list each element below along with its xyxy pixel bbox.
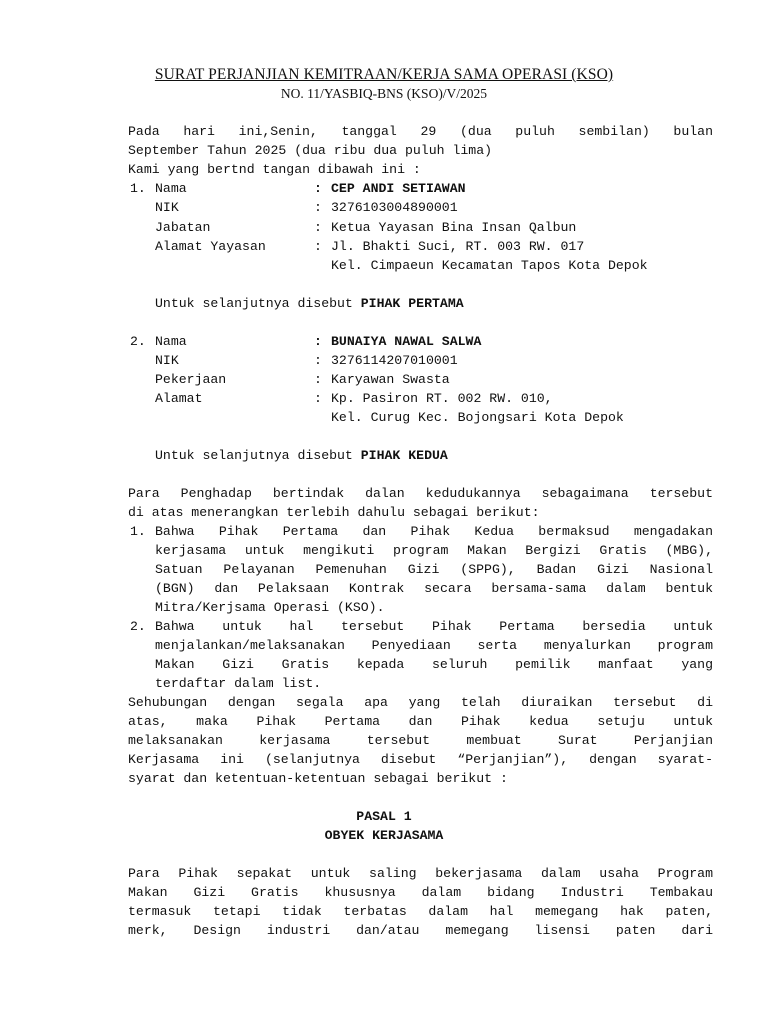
recital-intro-line-2: di atas menerangkan terlebih dahulu sebagai berikut:: [128, 505, 540, 520]
party-1-name-label: Nama: [155, 181, 187, 196]
party-2-address-line-2: Kel. Curug Kec. Bojongsari Kota Depok: [331, 410, 624, 425]
pasal-1-line-4: merk, Design industri dan/atau memegang lisensi paten dari: [128, 923, 713, 938]
party-1-name-value: CEP ANDI SETIAWAN: [331, 181, 466, 196]
party-1-role-colon: :: [314, 220, 322, 235]
party-2-role-value: Karyawan Swasta: [331, 372, 450, 387]
party-1-nik-label: NIK: [155, 200, 179, 215]
party-2-number: 2.: [130, 334, 146, 349]
party-2-address-line-1: Kp. Pasiron RT. 002 RW. 010,: [331, 391, 553, 406]
party-1-designation-term: PIHAK PERTAMA: [360, 296, 464, 311]
recital-item-1-line-2: kerjasama untuk mengikuti program Makan Bergizi Gratis (MBG),: [155, 543, 713, 558]
recital-item-2-number: 2.: [130, 619, 146, 634]
pasal-1-heading: PASAL 1: [356, 809, 412, 824]
recital-item-2-line-4: terdaftar dalam list.: [155, 676, 322, 691]
recital-item-1-number: 1.: [130, 524, 146, 539]
recital-item-2-line-1: Bahwa untuk hal tersebut Pihak Pertama bersedia untuk: [155, 619, 713, 634]
party-2-name-label: Nama: [155, 334, 187, 349]
party-1-designation-prefix: Untuk selanjutnya disebut: [155, 296, 361, 311]
recital-closing-line-2: atas, maka Pihak Pertama dan Pihak kedua setuju untuk: [128, 714, 713, 729]
opening-line-3: Kami yang bertnd tangan dibawah ini :: [128, 162, 421, 177]
party-2-nik-value: 3276114207010001: [331, 353, 458, 368]
party-2-address-label: Alamat: [155, 391, 203, 406]
party-2-designation-term: PIHAK KEDUA: [360, 448, 448, 463]
pasal-1-line-1: Para Pihak sepakat untuk saling bekerjasama dalam usaha Program: [128, 866, 713, 881]
party-1-address-colon: :: [314, 239, 322, 254]
party-2-name-value: BUNAIYA NAWAL SALWA: [331, 334, 482, 349]
recital-closing-line-1: Sehubungan dengan segala apa yang telah diuraikan tersebut di: [128, 695, 713, 710]
party-2-name-colon: :: [314, 334, 322, 349]
document-title: SURAT PERJANJIAN KEMITRAAN/KERJA SAMA OPERASI (KSO): [154, 66, 614, 83]
party-2-role-label: Pekerjaan: [155, 372, 227, 387]
recital-item-2-line-3: Makan Gizi Gratis kepada seluruh pemilik manfaat yang: [155, 657, 713, 672]
recital-closing-line-5: syarat dan ketentuan-ketentuan sebagai berikut :: [128, 771, 508, 786]
recital-item-1-line-3: Satuan Pelayanan Pemenuhan Gizi (SPPG), Badan Gizi Nasional: [155, 562, 713, 577]
party-1-designation: [155, 294, 464, 313]
party-2-nik-colon: :: [314, 353, 322, 368]
pasal-1-line-3: termasuk tetapi tidak terbatas dalam hal memegang hak paten,: [128, 904, 713, 919]
party-1-name-colon: :: [314, 181, 322, 196]
party-1-nik-value: 3276103004890001: [331, 200, 458, 215]
party-2-nik-label: NIK: [155, 353, 179, 368]
recital-closing-line-3: melaksanakan kerjasama tersebut membuat Surat Perjanjian: [128, 733, 713, 748]
recital-item-1-line-5: Mitra/Kerjsama Operasi (KSO).: [155, 600, 385, 615]
opening-line-1: Pada hari ini,Senin, tanggal 29 (dua puluh sembilan) bulan: [128, 124, 713, 139]
pasal-1-subheading: OBYEK KERJASAMA: [324, 828, 444, 843]
recital-closing-line-4: Kerjasama ini (selanjutnya disebut “Perjanjian”), dengan syarat-: [128, 752, 713, 767]
party-1-number: 1.: [130, 181, 146, 196]
pasal-1-line-2: Makan Gizi Gratis khususnya dalam bidang Industri Tembakau: [128, 885, 713, 900]
party-1-nik-colon: :: [314, 200, 322, 215]
opening-line-2: September Tahun 2025 (dua ribu dua puluh lima): [128, 143, 493, 158]
party-2-role-colon: :: [314, 372, 322, 387]
recital-item-1-line-4: (BGN) dan Pelaksaan Kontrak secara bersama-sama dalam bentuk: [155, 581, 713, 596]
recital-item-2-line-2: menjalankan/melaksanakan Penyediaan serta menyalurkan program: [155, 638, 713, 653]
party-1-address-label: Alamat Yayasan: [155, 239, 266, 254]
party-2-designation-prefix: Untuk selanjutnya disebut: [155, 448, 361, 463]
party-1-address-line-1: Jl. Bhakti Suci, RT. 003 RW. 017: [331, 239, 585, 254]
party-1-role-label: Jabatan: [155, 220, 211, 235]
document-number: NO. 11/YASBIQ-BNS (KSO)/V/2025: [280, 86, 488, 101]
recital-item-1-line-1: Bahwa Pihak Pertama dan Pihak Kedua bermaksud mengadakan: [155, 524, 713, 539]
recital-intro-line-1: Para Penghadap bertindak dalan kedudukannya sebagaimana tersebut: [128, 486, 713, 501]
party-2-designation: [155, 446, 448, 465]
party-2-address-colon: :: [314, 391, 322, 406]
party-1-role-value: Ketua Yayasan Bina Insan Qalbun: [331, 220, 577, 235]
party-1-address-line-2: Kel. Cimpaeun Kecamatan Tapos Kota Depok: [331, 258, 648, 273]
